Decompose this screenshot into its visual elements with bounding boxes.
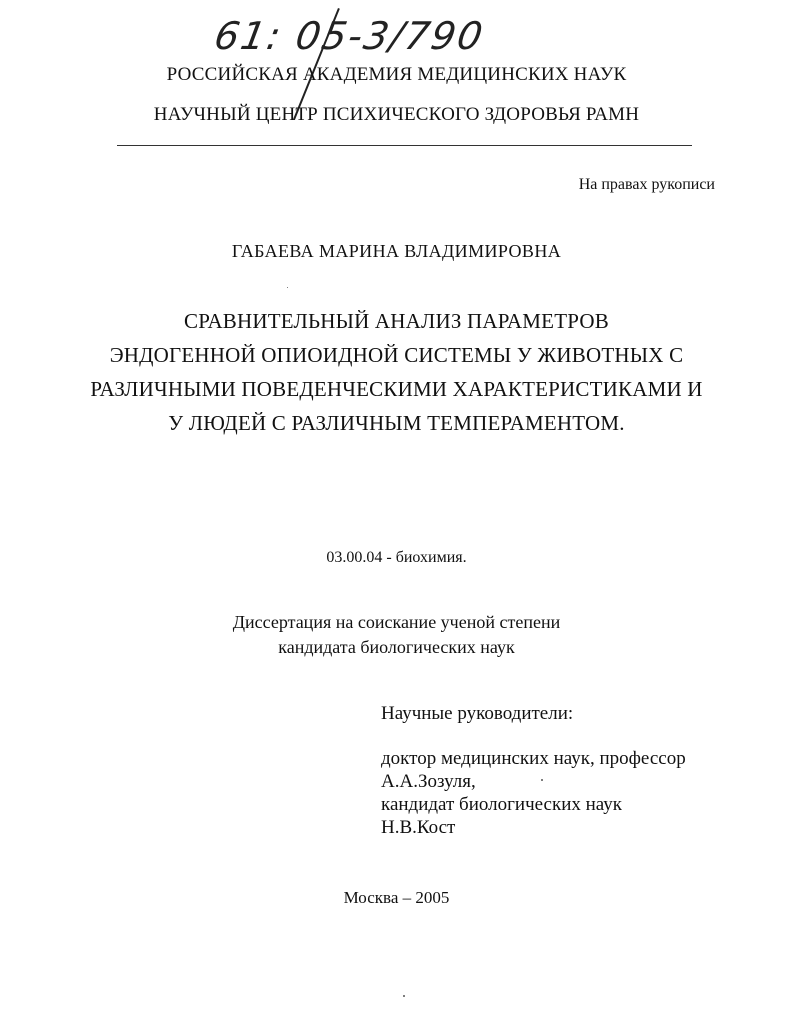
scan-speck — [541, 779, 543, 781]
title-line: СРАВНИТЕЛЬНЫЙ АНАЛИЗ ПАРАМЕТРОВ — [184, 309, 609, 333]
scan-speck — [287, 287, 288, 288]
title-line: ЭНДОГЕННОЙ ОПИОИДНОЙ СИСТЕМЫ У ЖИВОТНЫХ С — [109, 343, 684, 367]
archive-mark: 61: 05-3/790 — [211, 14, 488, 58]
header-divider — [117, 145, 692, 146]
supervisors-heading: Научные руководители: — [381, 703, 574, 724]
degree-line: кандидата биологических наук — [278, 637, 515, 657]
supervisors-list — [381, 747, 686, 839]
academy-name: РОССИЙСКАЯ АКАДЕМИЯ МЕДИЦИНСКИХ НАУК — [166, 64, 627, 85]
supervisor-line: А.А.Зозуля, — [381, 771, 476, 792]
supervisor-line: кандидат биологических наук — [381, 794, 622, 815]
scan-speck — [403, 995, 405, 997]
degree-line: Диссертация на соискание ученой степени — [232, 612, 561, 632]
research-center-name: НАУЧНЫЙ ЦЕНТР ПСИХИЧЕСКОГО ЗДОРОВЬЯ РАМН — [153, 104, 640, 125]
supervisor-line: доктор медицинских наук, профессор — [381, 748, 686, 769]
specialty-code: 03.00.04 - биохимия. — [326, 549, 467, 566]
supervisor-line: Н.В.Кост — [381, 817, 456, 838]
city-year: Москва – 2005 — [343, 888, 450, 907]
rights-notice: На правах рукописи — [578, 176, 715, 193]
degree-statement — [0, 610, 793, 660]
author-name: ГАБАЕВА МАРИНА ВЛАДИМИРОВНА — [231, 241, 562, 261]
dissertation-title — [0, 304, 793, 440]
title-line: У ЛЮДЕЙ С РАЗЛИЧНЫМ ТЕМПЕРАМЕНТОМ. — [168, 411, 625, 435]
title-line: РАЗЛИЧНЫМИ ПОВЕДЕНЧЕСКИМИ ХАРАКТЕРИСТИКАМИ И — [90, 377, 703, 401]
